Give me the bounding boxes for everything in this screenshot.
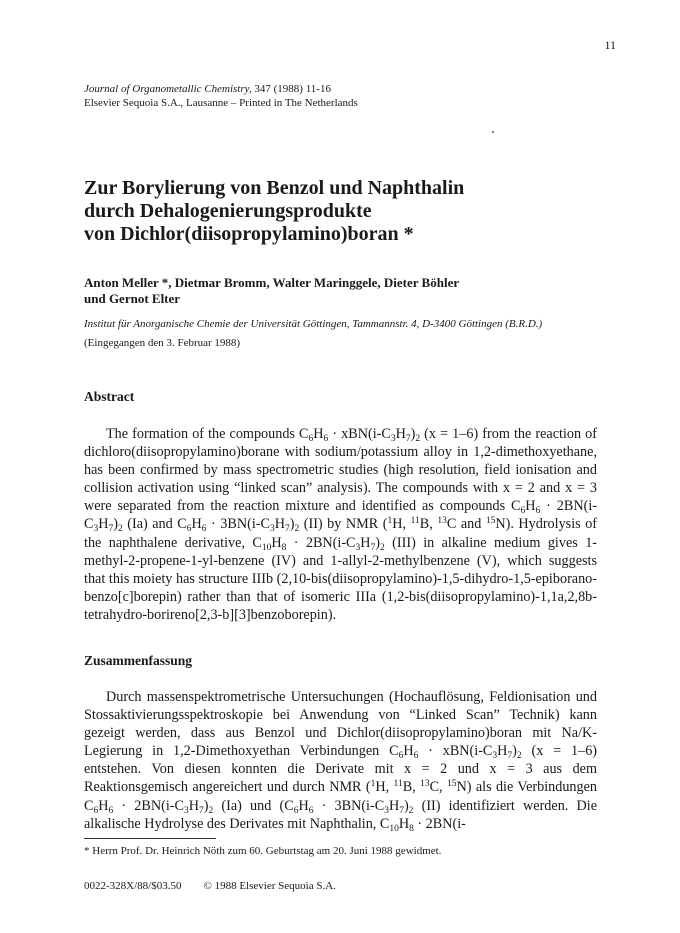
zusammenfassung-body: Durch massenspektrometrische Untersuchungen (Hochauflösung, Feldionisation und Stossaktivierungsspektroskopie bei Anwendung von “Linked Scan” Technik) kann gezeigt werden, dass aus Benzol und Dichlor(diisopropylamino)boran mit Na/K-Legierung in 1,2-Dimethoxyethan Verbindungen $C_6H_6 \cdot xBN(i-C_3H_7)_2$ (x = 1–6) entstehen. Von diesen konnten die Derivate mit x = 2 und x = 3 aus dem Reaktionsgemisch angereichert und durch NMR ($^1$H, $^{11}$B, $^{13}$C, $^{15}$N) als die Verbindungen $C_6H_6 \cdot 2BN(i-C_3H_7)_2$ (Ia) und ($C_6H_6 \cdot 3BN(i-C_3H_7)_2$ (II) identifiziert werden. Die alkalische Hydrolyse des Derivates mit Naphthalin, $C_{10}H_8 \cdot 2BN(i-$ [84, 689, 598, 834]
journal-citation: 347 (1988) 11-16 [251, 83, 331, 95]
journal-header [84, 82, 358, 110]
zusammenfassung-heading: Zusammenfassung [84, 653, 193, 668]
scan-speck [492, 131, 494, 133]
affiliation: Institut für Anorganische Chemie der Universität Göttingen, Tammannstr. 4, D-3400 Göttingen (B.R.D.) [84, 318, 543, 330]
abstract-heading: Abstract [84, 389, 135, 404]
abstract-body: The formation of the compounds $C_6H_6 \cdot xBN(i-C_3H_7)_2$ (x = 1–6) from the reaction of dichloro(diisopropylamino)borane with sodium/potassium alloy in 1,2-dimethoxyethane, has been confirmed by mass spectrometric studies (high resolution, field ionisation and collision activation using “linked scan” analysis). The compounds with x = 2 and x = 3 were separated from the reaction mixture and identified as compounds $C_6H_6 \cdot 2BN(i-C_3H_7)_2$ (Ia) and $C_6H_6 \cdot 3BN(i-C_3H_7)_2$ (II) by NMR ($^1$H, $^{11}$B, $^{13}$C and $^{15}$N). Hydrolysis of the naphthalene derivative, $C_{10}H_8 \cdot 2BN(i-C_3H_7)_2$ (III) in alkaline medium gives 1-methyl-2-propene-1-yl-benzene (IV) and 1-allyl-2-methylbenzene (V), which suggests that this moiety has structure IIIb (2,10-bis(diisopropylamino)-1,5-dihydro-1,5-epiborano-benzo[c]borepin) rather than that of isomeric IIIa (1,2-bis(diisopropylamino)-1,1a,2,8b-tetrahydro-borireno[2,3-b][3]benzoborepin). [84, 426, 598, 623]
authors-line-2: und Gernot Elter [84, 291, 181, 306]
copyright-line [84, 880, 336, 892]
footnote-divider [84, 838, 216, 839]
paper-title [84, 177, 604, 246]
publisher-line: Elsevier Sequoia S.A., Lausanne – Printed in The Netherlands [84, 97, 358, 109]
page-number: 11 [604, 38, 616, 52]
journal-name: Journal of Organometallic Chemistry, [84, 83, 252, 95]
title-line-1: Zur Borylierung von Benzol und Naphthalin [84, 177, 465, 199]
title-line-3: von Dichlor(diisopropylamino)boran * [84, 223, 414, 245]
author-list [84, 275, 604, 307]
copyright-notice: © 1988 Elsevier Sequoia S.A. [203, 880, 336, 892]
received-date: (Eingegangen den 3. Februar 1988) [84, 337, 241, 349]
authors-line-1: Anton Meller *, Dietmar Bromm, Walter Maringgele, Dieter Böhler [84, 275, 460, 290]
title-line-2: durch Dehalogenierungsprodukte [84, 200, 372, 222]
dedication-footnote: * Herrn Prof. Dr. Heinrich Nöth zum 60. Geburtstag am 20. Juni 1988 gewidmet. [84, 845, 442, 857]
article-code: 0022-328X/88/$03.50 [84, 880, 182, 892]
